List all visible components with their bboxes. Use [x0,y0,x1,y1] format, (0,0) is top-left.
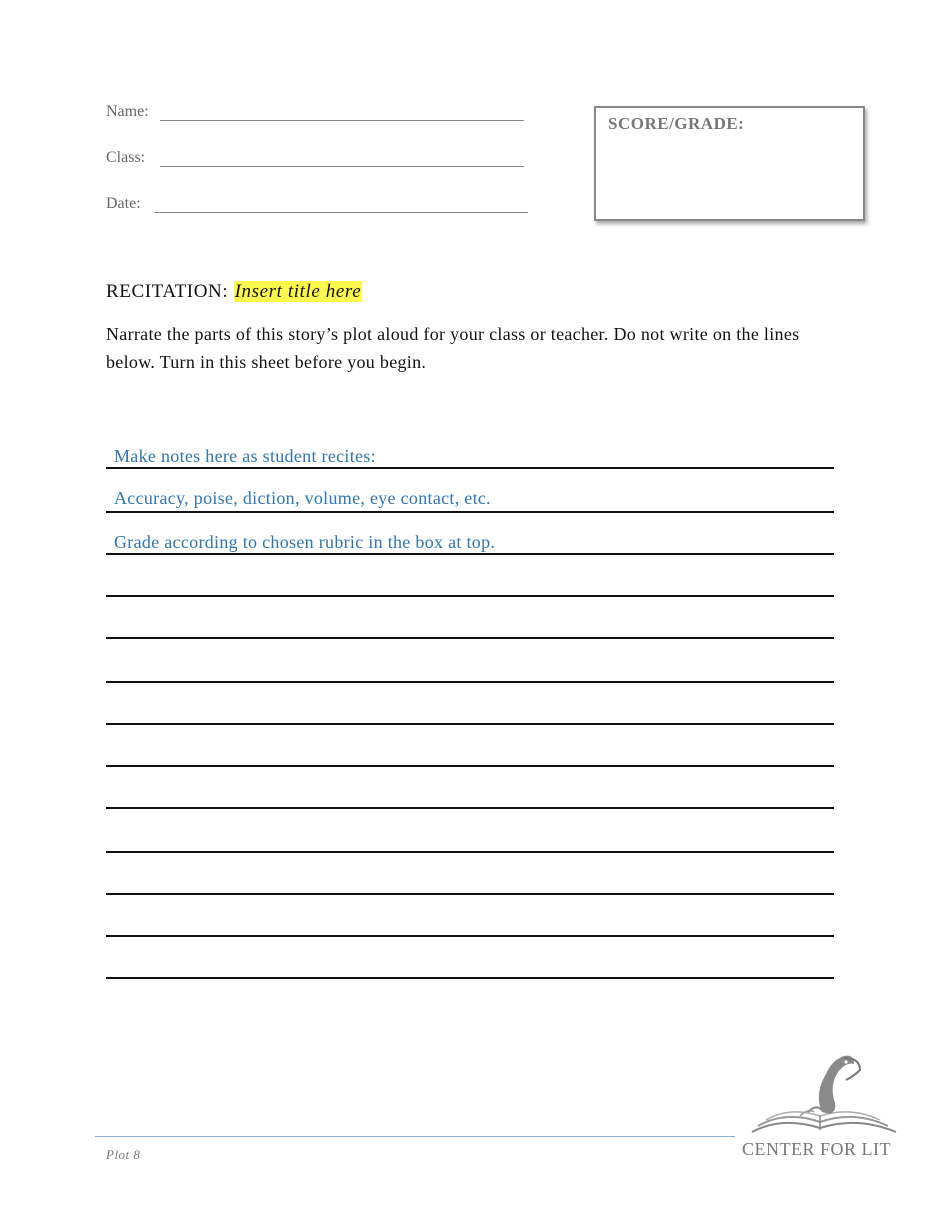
note-line-2: Accuracy, poise, diction, volume, eye contact, etc. [114,488,491,508]
note-line-1: Make notes here as student recites: [114,446,376,466]
date-field-line[interactable] [154,212,528,213]
recitation-label: RECITATION: [106,281,229,302]
date-field-row [106,195,141,213]
footer-page-label: Plot 8 [106,1147,141,1162]
name-field-row [106,103,149,121]
recitation-title-placeholder[interactable]: Insert title here [234,281,362,302]
writing-line [106,977,834,979]
class-field-row [106,149,145,167]
writing-line [106,765,834,767]
writing-line [106,637,834,639]
writing-line [106,807,834,809]
writing-line [106,511,834,513]
logo-text: CENTER FOR LIT [742,1139,891,1159]
writing-line [106,935,834,937]
score-grade-box[interactable] [594,106,865,221]
note-line-3: Grade according to chosen rubric in the box at top. [114,532,496,552]
class-label: Class: [106,149,146,166]
recitation-heading [106,281,362,303]
date-label: Date: [106,195,141,212]
writing-line [106,681,834,683]
name-label: Name: [106,103,149,120]
score-grade-label: SCORE/GRADE: [608,114,745,133]
name-field-line[interactable] [160,120,524,121]
class-field-line[interactable] [160,166,524,167]
writing-line [106,595,834,597]
writing-line [106,553,834,555]
center-for-lit-logo [742,1050,904,1160]
writing-line [106,851,834,853]
writing-line [106,893,834,895]
instructions-text: Narrate the parts of this story’s plot aloud for your class or teacher. Do not write on the lines below. Turn in this sheet before you begin. [106,324,800,372]
writing-line [106,723,834,725]
footer-divider [95,1136,735,1137]
pelican-book-icon [742,1050,904,1138]
writing-line [106,467,834,469]
